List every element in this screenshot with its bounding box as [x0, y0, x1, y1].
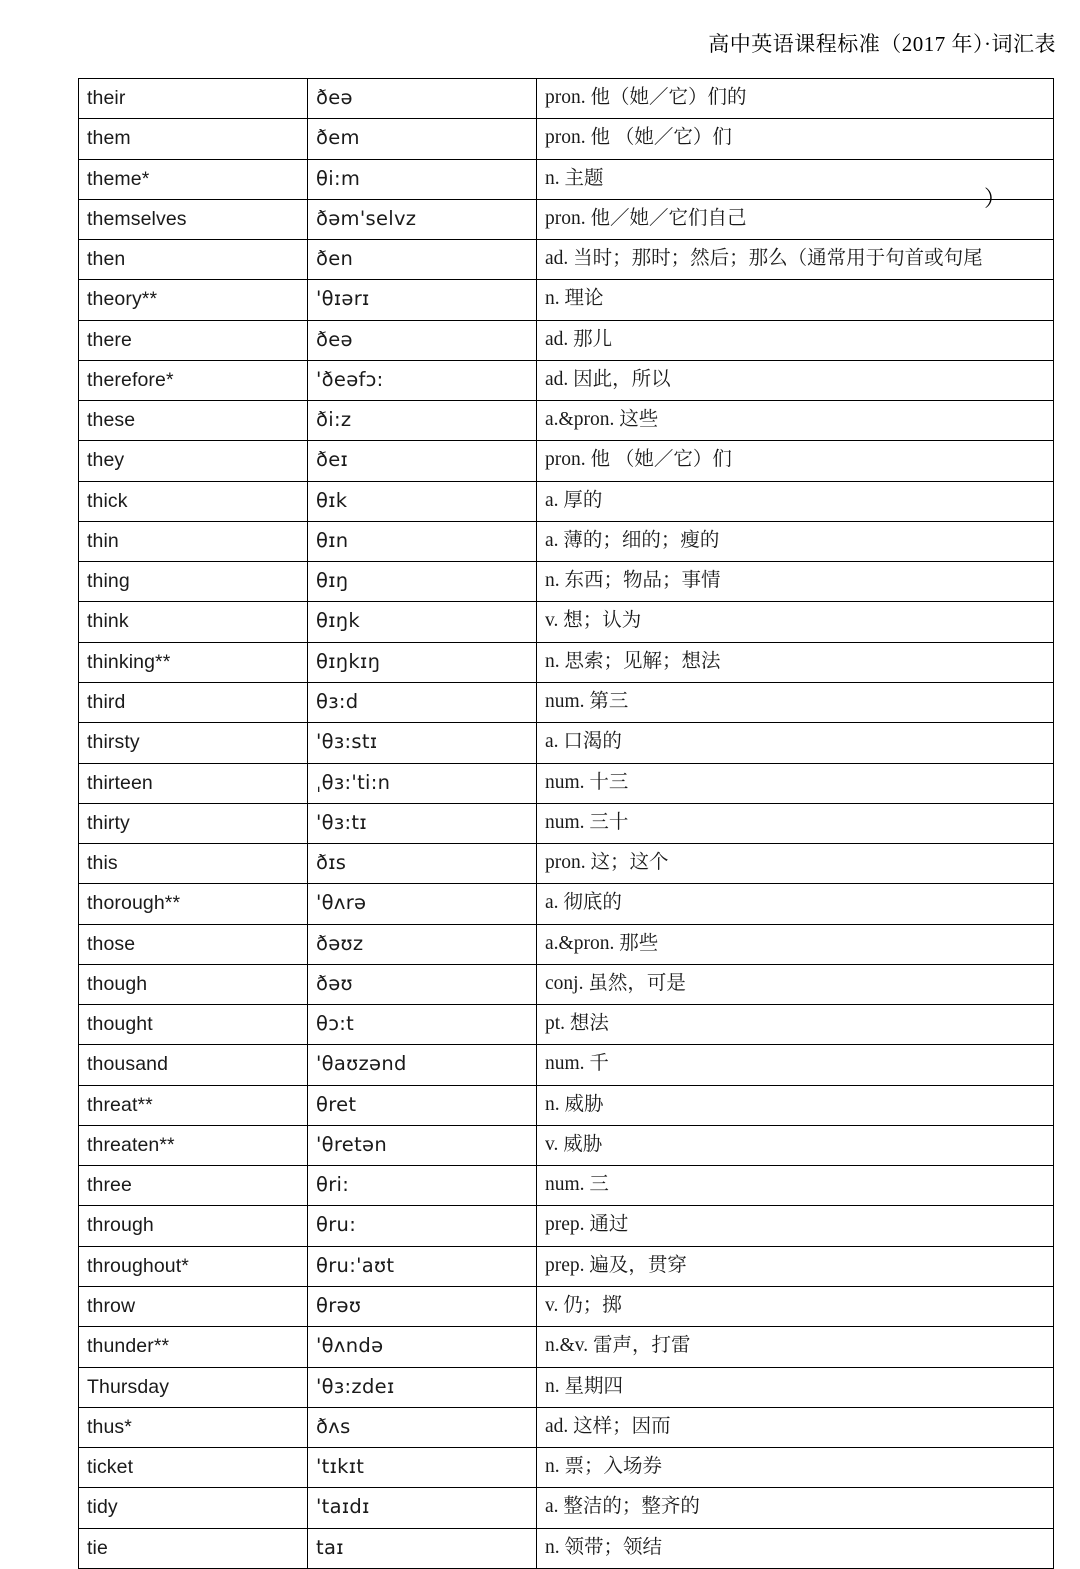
cell-word: thus* — [79, 1407, 308, 1447]
cell-definition: pron. 他 （她／它）们 — [537, 441, 1054, 481]
cell-phonetic: ðʌs — [308, 1407, 537, 1447]
cell-phonetic: ðəʊz — [308, 924, 537, 964]
table-row — [79, 884, 1054, 924]
cell-word: thousand — [79, 1045, 308, 1085]
table-row — [79, 401, 1054, 441]
cell-definition: a. 口渴的 — [537, 723, 1054, 763]
cell-definition: pron. 他 （她／它）们 — [537, 119, 1054, 159]
cell-definition: num. 三 — [537, 1166, 1054, 1206]
table-row — [79, 521, 1054, 561]
cell-phonetic: ðeə — [308, 320, 537, 360]
cell-phonetic: θrəʊ — [308, 1286, 537, 1326]
cell-word: themselves — [79, 199, 308, 239]
cell-phonetic: ðeə — [308, 79, 537, 119]
table-row — [79, 1206, 1054, 1246]
cell-word: their — [79, 79, 308, 119]
cell-definition: ad. 那儿 — [537, 320, 1054, 360]
cell-word: thought — [79, 1005, 308, 1045]
table-row — [79, 1085, 1054, 1125]
cell-word: theme* — [79, 159, 308, 199]
cell-word: them — [79, 119, 308, 159]
cell-word: tie — [79, 1528, 308, 1568]
table-row — [79, 119, 1054, 159]
cell-phonetic: 'tɪkɪt — [308, 1448, 537, 1488]
cell-word: thin — [79, 521, 308, 561]
cell-phonetic: θret — [308, 1085, 537, 1125]
cell-phonetic: θɪŋ — [308, 562, 537, 602]
table-row — [79, 1327, 1054, 1367]
table-row — [79, 723, 1054, 763]
stray-paren-mark: ） — [983, 186, 1006, 211]
cell-phonetic: θɪŋk — [308, 602, 537, 642]
cell-definition: a. 整洁的；整齐的 — [537, 1488, 1054, 1528]
cell-definition: v. 威胁 — [537, 1125, 1054, 1165]
cell-phonetic: θri: — [308, 1166, 537, 1206]
cell-word: thirsty — [79, 723, 308, 763]
cell-phonetic: 'ðeəfɔ: — [308, 360, 537, 400]
cell-phonetic: 'θʌrə — [308, 884, 537, 924]
cell-definition: a.&pron. 这些 — [537, 401, 1054, 441]
cell-phonetic: θɪk — [308, 481, 537, 521]
cell-phonetic: taɪ — [308, 1528, 537, 1568]
table-row — [79, 1246, 1054, 1286]
cell-definition: prep. 通过 — [537, 1206, 1054, 1246]
table-row — [79, 1367, 1054, 1407]
table-row — [79, 199, 1054, 239]
cell-phonetic: ðɪs — [308, 844, 537, 884]
table-row — [79, 844, 1054, 884]
cell-word: these — [79, 401, 308, 441]
cell-word: threat** — [79, 1085, 308, 1125]
cell-definition: prep. 遍及，贯穿 — [537, 1246, 1054, 1286]
table-row — [79, 320, 1054, 360]
cell-word: thirty — [79, 803, 308, 843]
cell-definition: n. 票；入场券 — [537, 1448, 1054, 1488]
cell-phonetic: ðeɪ — [308, 441, 537, 481]
cell-definition: ad. 这样；因而 — [537, 1407, 1054, 1447]
cell-definition: n. 威胁 — [537, 1085, 1054, 1125]
cell-phonetic: θɪŋkɪŋ — [308, 642, 537, 682]
cell-word: threaten** — [79, 1125, 308, 1165]
cell-definition: a. 彻底的 — [537, 884, 1054, 924]
cell-word: they — [79, 441, 308, 481]
table-row — [79, 240, 1054, 280]
table-row — [79, 682, 1054, 722]
cell-definition: n. 思索；见解；想法 — [537, 642, 1054, 682]
cell-phonetic: 'θɜ:tɪ — [308, 803, 537, 843]
cell-word: throughout* — [79, 1246, 308, 1286]
cell-word: theory** — [79, 280, 308, 320]
cell-phonetic: 'θretən — [308, 1125, 537, 1165]
cell-phonetic: θru:'aʊt — [308, 1246, 537, 1286]
cell-word: thirteen — [79, 763, 308, 803]
table-row — [79, 1528, 1054, 1568]
cell-definition: ad. 当时；那时；然后；那么（通常用于句首或句尾 — [537, 240, 1054, 280]
cell-definition: n. 东西；物品；事情 — [537, 562, 1054, 602]
cell-phonetic: ˌθɜ:'ti:n — [308, 763, 537, 803]
vocabulary-table-body — [79, 79, 1054, 1569]
cell-definition: n.&v. 雷声，打雷 — [537, 1327, 1054, 1367]
table-row — [79, 1005, 1054, 1045]
cell-phonetic: θi:m — [308, 159, 537, 199]
cell-phonetic: ðem — [308, 119, 537, 159]
cell-word: three — [79, 1166, 308, 1206]
cell-definition: conj. 虽然，可是 — [537, 964, 1054, 1004]
table-row — [79, 803, 1054, 843]
cell-definition: v. 仍；掷 — [537, 1286, 1054, 1326]
cell-word: there — [79, 320, 308, 360]
table-row — [79, 159, 1054, 199]
cell-word: then — [79, 240, 308, 280]
page-header-title: 高中英语课程标准（2017 年）·词汇表 — [708, 32, 1056, 56]
table-row — [79, 1125, 1054, 1165]
cell-phonetic: 'taɪdɪ — [308, 1488, 537, 1528]
cell-word: though — [79, 964, 308, 1004]
table-row — [79, 642, 1054, 682]
cell-definition: num. 第三 — [537, 682, 1054, 722]
cell-phonetic: θɔ:t — [308, 1005, 537, 1045]
cell-word: thing — [79, 562, 308, 602]
cell-phonetic: 'θʌndə — [308, 1327, 537, 1367]
cell-word: thick — [79, 481, 308, 521]
cell-definition: num. 千 — [537, 1045, 1054, 1085]
cell-word: think — [79, 602, 308, 642]
table-row — [79, 441, 1054, 481]
cell-phonetic: 'θaʊzənd — [308, 1045, 537, 1085]
cell-word: this — [79, 844, 308, 884]
cell-definition: pron. 他（她／它）们的 — [537, 79, 1054, 119]
table-row — [79, 1045, 1054, 1085]
cell-definition: v. 想；认为 — [537, 602, 1054, 642]
cell-word: through — [79, 1206, 308, 1246]
table-row — [79, 1448, 1054, 1488]
cell-word: third — [79, 682, 308, 722]
vocabulary-table — [78, 78, 1054, 1569]
cell-definition: n. 星期四 — [537, 1367, 1054, 1407]
cell-definition: ad. 因此，所以 — [537, 360, 1054, 400]
cell-phonetic: θɪn — [308, 521, 537, 561]
cell-word: ticket — [79, 1448, 308, 1488]
cell-word: therefore* — [79, 360, 308, 400]
cell-definition: num. 十三 — [537, 763, 1054, 803]
cell-definition: n. 主题 — [537, 159, 1054, 199]
cell-definition: a.&pron. 那些 — [537, 924, 1054, 964]
cell-word: thunder** — [79, 1327, 308, 1367]
cell-phonetic: ðen — [308, 240, 537, 280]
cell-word: tidy — [79, 1488, 308, 1528]
table-row — [79, 562, 1054, 602]
table-row — [79, 481, 1054, 521]
cell-phonetic: ðəʊ — [308, 964, 537, 1004]
table-row — [79, 1166, 1054, 1206]
cell-definition: n. 理论 — [537, 280, 1054, 320]
table-row — [79, 79, 1054, 119]
cell-definition: pt. 想法 — [537, 1005, 1054, 1045]
cell-word: thinking** — [79, 642, 308, 682]
table-row — [79, 763, 1054, 803]
cell-phonetic: ðəm'selvz — [308, 199, 537, 239]
cell-definition: a. 厚的 — [537, 481, 1054, 521]
table-row — [79, 602, 1054, 642]
table-row — [79, 360, 1054, 400]
table-row — [79, 280, 1054, 320]
cell-word: throw — [79, 1286, 308, 1326]
cell-definition: num. 三十 — [537, 803, 1054, 843]
table-row — [79, 1488, 1054, 1528]
cell-definition: pron. 他／她／它们自己 — [537, 199, 1054, 239]
cell-definition: pron. 这；这个 — [537, 844, 1054, 884]
cell-phonetic: 'θɜ:stɪ — [308, 723, 537, 763]
table-row — [79, 1286, 1054, 1326]
cell-word: Thursday — [79, 1367, 308, 1407]
table-row — [79, 924, 1054, 964]
cell-definition: a. 薄的；细的；瘦的 — [537, 521, 1054, 561]
cell-word: those — [79, 924, 308, 964]
cell-phonetic: 'θɪərɪ — [308, 280, 537, 320]
cell-phonetic: 'θɜ:zdeɪ — [308, 1367, 537, 1407]
cell-phonetic: θɜ:d — [308, 682, 537, 722]
table-row — [79, 964, 1054, 1004]
cell-phonetic: ði:z — [308, 401, 537, 441]
cell-definition: n. 领带；领结 — [537, 1528, 1054, 1568]
cell-phonetic: θru: — [308, 1206, 537, 1246]
table-row — [79, 1407, 1054, 1447]
cell-word: thorough** — [79, 884, 308, 924]
